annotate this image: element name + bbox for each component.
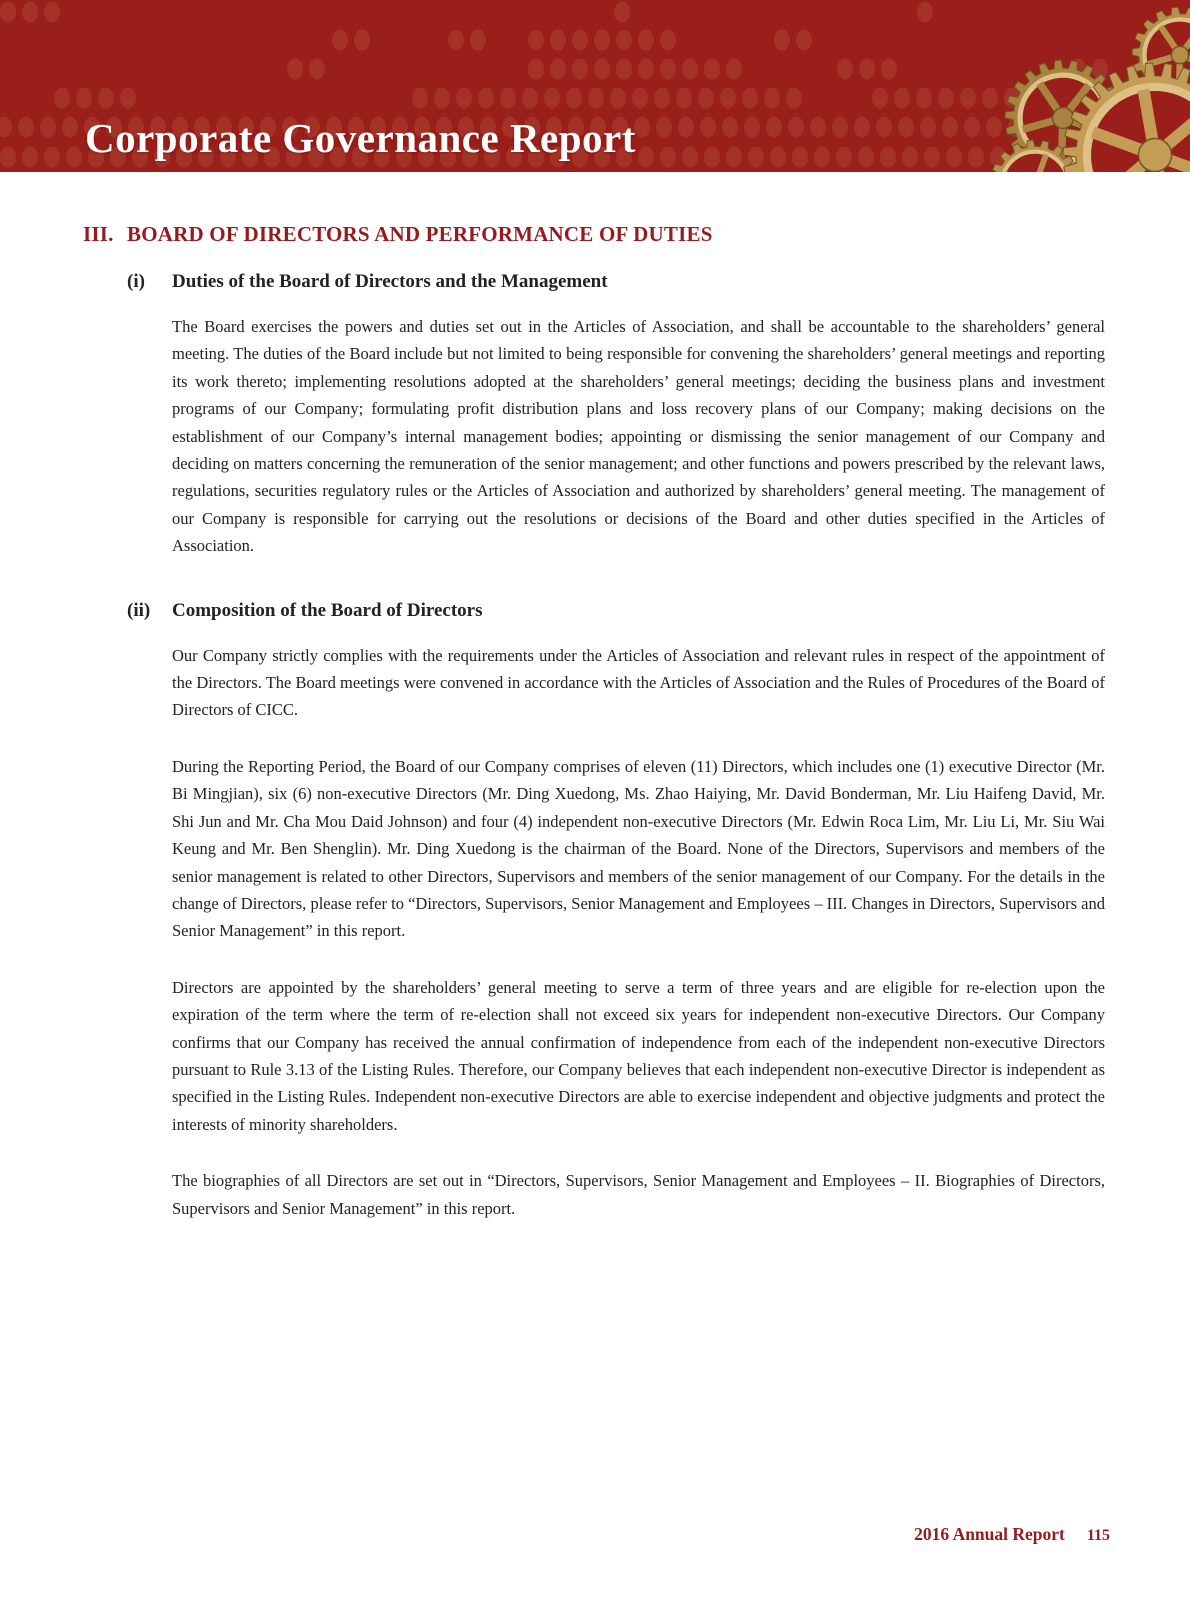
section-heading xyxy=(83,222,1105,247)
paragraph: During the Reporting Period, the Board of our Company comprises of eleven (11) Directors, which includes one (1) executive Director (Mr. Bi Mingjian), six (6) non-executive Directors (Mr. Ding Xuedong, Ms. Zhao Haiying, Mr. David Bonderman, Mr. Liu Haifeng David, Mr. Shi Jun and Mr. Cha Mou Daid Johnson) and four (4) independent non-executive Directors (Mr. Edwin Roca Lim, Mr. Liu Li, Mr. Siu Wai Keung and Mr. Ben Shenglin). Mr. Ding Xuedong is the chairman of the Board. None of the Directors, Supervisors and members of the senior management is related to other Directors, Supervisors and members of the senior management of our Company. For the details in the change of Directors, please refer to “Directors, Supervisors, Senior Management and Employees – III. Changes in Directors, Supervisors and Senior Management” in this report. xyxy=(172,756,1105,941)
paragraph: The Board exercises the powers and duties set out in the Articles of Association, and shall be accountable to the shareholders’ general meeting. The duties of the Board include but not limited to being responsible for convening the shareholders’ general meetings and reporting its work thereto; implementing resolutions adopted at the shareholders’ general meetings; deciding the business plans and investment programs of our Company; formulating profit distribution plans and loss recovery plans of our Company; making decisions on the establishment of our Company’s internal management bodies; appointing or dismissing the senior management of our Company and deciding on matters concerning the remuneration of the senior management; and other functions and powers prescribed by the relevant laws, regulations, securities regulatory rules or the Articles of Association and authorized by shareholders’ general meeting. The management of our Company is responsible for carrying out the resolutions or decisions of the Board and other duties specified in the Articles of Association. xyxy=(172,317,1105,556)
subsection-ii-title: Composition of the Board of Directors xyxy=(172,599,483,621)
page-footer xyxy=(914,1524,1110,1545)
subsection-ii-number: (ii) xyxy=(127,599,151,621)
subsection-i-heading xyxy=(127,271,1105,293)
paragraph: Directors are appointed by the shareholders’ general meeting to serve a term of three years and are eligible for re-election upon the expiration of the term where the term of re-election shall not exceed six years for independent non-executive Directors. Our Company confirms that our Company has received the annual confirmation of independence from each of the independent non-executive Directors pursuant to Rule 3.13 of the Listing Rules. Therefore, our Company believes that each independent non-executive Director is independent as specified in the Listing Rules. Independent non-executive Directors are able to exercise independent and objective judgments and protect the interests of minority shareholders. xyxy=(172,977,1105,1134)
section-number: III. xyxy=(83,222,114,246)
page-number: 115 xyxy=(1086,1527,1110,1544)
subsection-i-title: Duties of the Board of Directors and the Management xyxy=(172,271,608,292)
subsection-ii-heading xyxy=(127,600,1105,622)
paragraph: The biographies of all Directors are set out in “Directors, Supervisors, Senior Management and Employees – II. Biographies of Directors, Supervisors and Senior Management” in this report. xyxy=(172,1171,1105,1218)
section-title: BOARD OF DIRECTORS AND PERFORMANCE OF DUTIES xyxy=(127,222,713,246)
page-title: Corporate Governance Report xyxy=(85,115,636,161)
paragraph: Our Company strictly complies with the requirements under the Articles of Association and relevant rules in respect of the appointment of the Directors. The Board meetings were convened in accordance with the Articles of Association and the Rules of Procedures of the Board of Directors of CICC. xyxy=(172,645,1105,720)
page-header-banner xyxy=(0,0,1190,172)
report-label: 2016 Annual Report xyxy=(914,1524,1065,1544)
subsection-i-number: (i) xyxy=(127,271,145,292)
